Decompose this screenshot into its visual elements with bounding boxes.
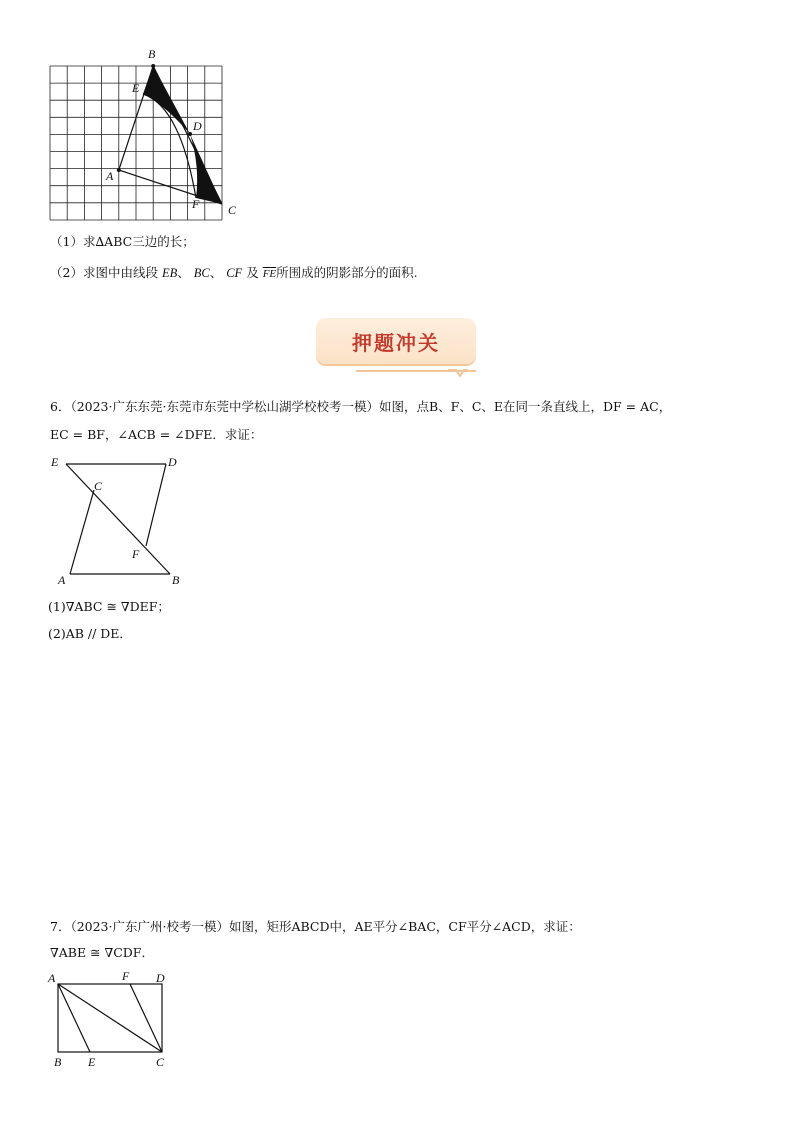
label-A: A	[106, 169, 114, 183]
q6-line1: 6．（2023·广东东莞·东莞市东莞中学松山湖学校校考一模）如图，点B、F、C、E在同一条直线上，DF = AC，	[50, 399, 672, 414]
q7-line2: ∇ABE ≅ ∇CDF．	[50, 945, 154, 960]
line-DF	[146, 464, 166, 546]
figure-rectangle	[44, 966, 184, 1074]
q5-part2-post: 所围成的阴影部分的面积.	[276, 265, 418, 280]
q7-label-B: B	[54, 1055, 62, 1069]
q5-part2-sep2: 、	[209, 265, 223, 280]
section-banner	[316, 318, 476, 364]
q6-line2: EC = BF，∠ACB = ∠DFE．求证：	[50, 427, 263, 442]
label-F: F	[192, 197, 200, 211]
banner-title: 押题冲关	[352, 330, 440, 355]
q7-label-E: E	[88, 1055, 96, 1069]
seg-cf: CF	[226, 266, 243, 280]
q6-sub2: (2)AB // DE．	[48, 626, 132, 641]
label-B: B	[148, 47, 156, 61]
q6-label-A: A	[58, 573, 66, 587]
q6-label-B: B	[172, 573, 180, 587]
line-EB	[66, 464, 170, 574]
q7-label-D: D	[156, 971, 165, 985]
q7-label-A: A	[48, 971, 56, 985]
seg-eb: EB	[161, 266, 178, 280]
q6-label-D: D	[168, 455, 177, 469]
q6-sub1: (1)∇ABC ≅ ∇DEF；	[48, 599, 170, 614]
q6-label-F: F	[132, 547, 140, 561]
q5-part2-sep1: 、	[177, 265, 190, 280]
figure-parallelogram	[44, 450, 204, 592]
q7-label-C: C	[156, 1055, 165, 1069]
q7-label-F: F	[122, 969, 130, 983]
seg-bc: BC	[193, 266, 210, 280]
q6-label-E: E	[51, 455, 59, 469]
line-AC	[70, 490, 94, 574]
arc-fe-label: $\overline{FE}$	[262, 268, 277, 280]
q5-part2-pre: （2）求图中由线段	[50, 265, 158, 280]
q7-line1: 7．（2023·广东广州·校考一模）如图，矩形ABCD中，AE平分∠BAC，CF平分∠ACD，求证：	[50, 919, 581, 934]
q6-label-C: C	[94, 479, 103, 493]
q5-part1: （1）求∆ABC三边的长；	[50, 234, 195, 249]
figure-grid-triangle	[40, 44, 250, 224]
label-E: E	[132, 81, 140, 95]
q5-part2	[50, 264, 418, 283]
label-D: D	[193, 119, 202, 133]
label-C: C	[228, 203, 237, 217]
banner-tail-icon	[446, 362, 470, 378]
q5-part2-and: 及	[246, 265, 259, 280]
